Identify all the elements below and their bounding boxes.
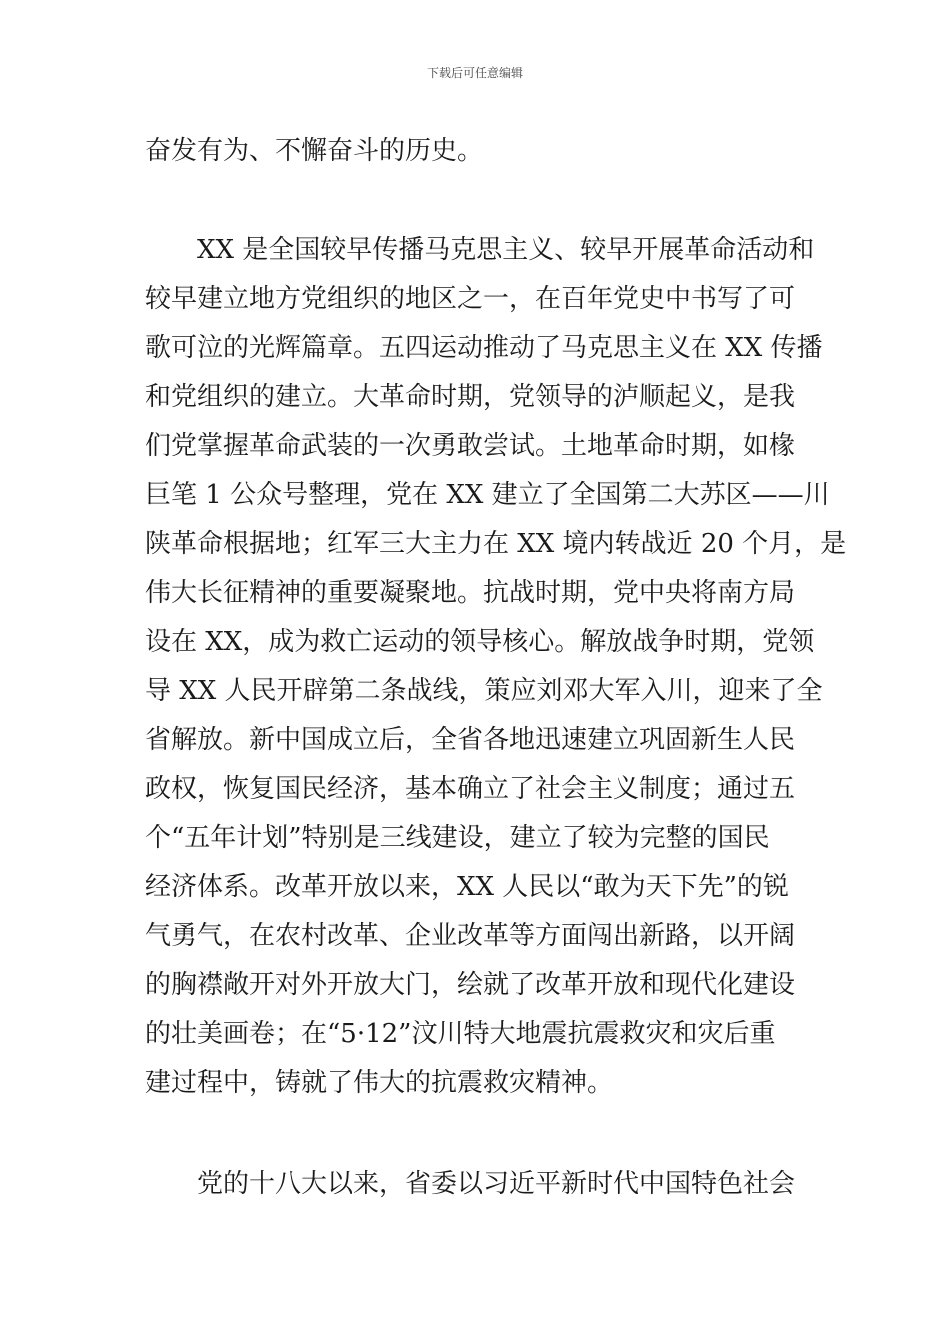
paragraph-2-line-14: 经济体系。改革开放以来，XX 人民以“敢为天下先”的锐 bbox=[145, 872, 789, 902]
paragraph-2-line-12: 政权，恢复国民经济，基本确立了社会主义制度；通过五 bbox=[145, 774, 796, 804]
paragraph-2-line-10: 导 XX 人民开辟第二条战线，策应刘邓大军入川，迎来了全 bbox=[145, 676, 823, 706]
paragraph-2-line-9: 设在 XX，成为救亡运动的领导核心。解放战争时期，党领 bbox=[145, 627, 815, 657]
paragraph-2-line-16: 的胸襟敞开对外开放大门，绘就了改革开放和现代化建设 bbox=[145, 970, 796, 1000]
paragraph-1-line-1: 奋发有为、不懈奋斗的历史。 bbox=[145, 136, 484, 166]
paragraph-2-line-4: 和党组织的建立。大革命时期，党领导的泸顺起义，是我 bbox=[145, 382, 796, 412]
paragraph-2-line-18: 建过程中，铸就了伟大的抗震救灾精神。 bbox=[145, 1068, 614, 1098]
paragraph-2-line-15: 气勇气，在农村改革、企业改革等方面闯出新路，以开阔 bbox=[145, 921, 796, 951]
paragraph-2-line-7: 陕革命根据地；红军三大主力在 XX 境内转战近 20 个月，是 bbox=[145, 529, 847, 559]
paragraph-2-line-6: 巨笔 1 公众号整理，党在 XX 建立了全国第二大苏区——川 bbox=[145, 480, 830, 510]
paragraph-3-line-1: 党的十八大以来，省委以习近平新时代中国特色社会 bbox=[197, 1169, 796, 1199]
paragraph-2-line-5: 们党掌握革命武装的一次勇敢尝试。土地革命时期，如椽 bbox=[145, 431, 796, 461]
paragraph-2-line-3: 歌可泣的光辉篇章。五四运动推动了马克思主义在 XX 传播 bbox=[145, 333, 823, 363]
paragraph-2-line-13: 个“五年计划”特别是三线建设，建立了较为完整的国民 bbox=[145, 823, 770, 853]
paragraph-2-line-1: XX 是全国较早传播马克思主义、较早开展革命活动和 bbox=[197, 235, 815, 265]
paragraph-2-line-17: 的壮美画卷；在“5·12”汶川特大地震抗震救灾和灾后重 bbox=[145, 1019, 776, 1049]
paragraph-2-line-8: 伟大长征精神的重要凝聚地。抗战时期，党中央将南方局 bbox=[145, 578, 796, 608]
paragraph-2-line-2: 较早建立地方党组织的地区之一，在百年党史中书写了可 bbox=[145, 284, 796, 314]
paragraph-2-line-11: 省解放。新中国成立后，全省各地迅速建立巩固新生人民 bbox=[145, 725, 796, 755]
page-header: 下载后可任意编辑 bbox=[426, 66, 523, 80]
